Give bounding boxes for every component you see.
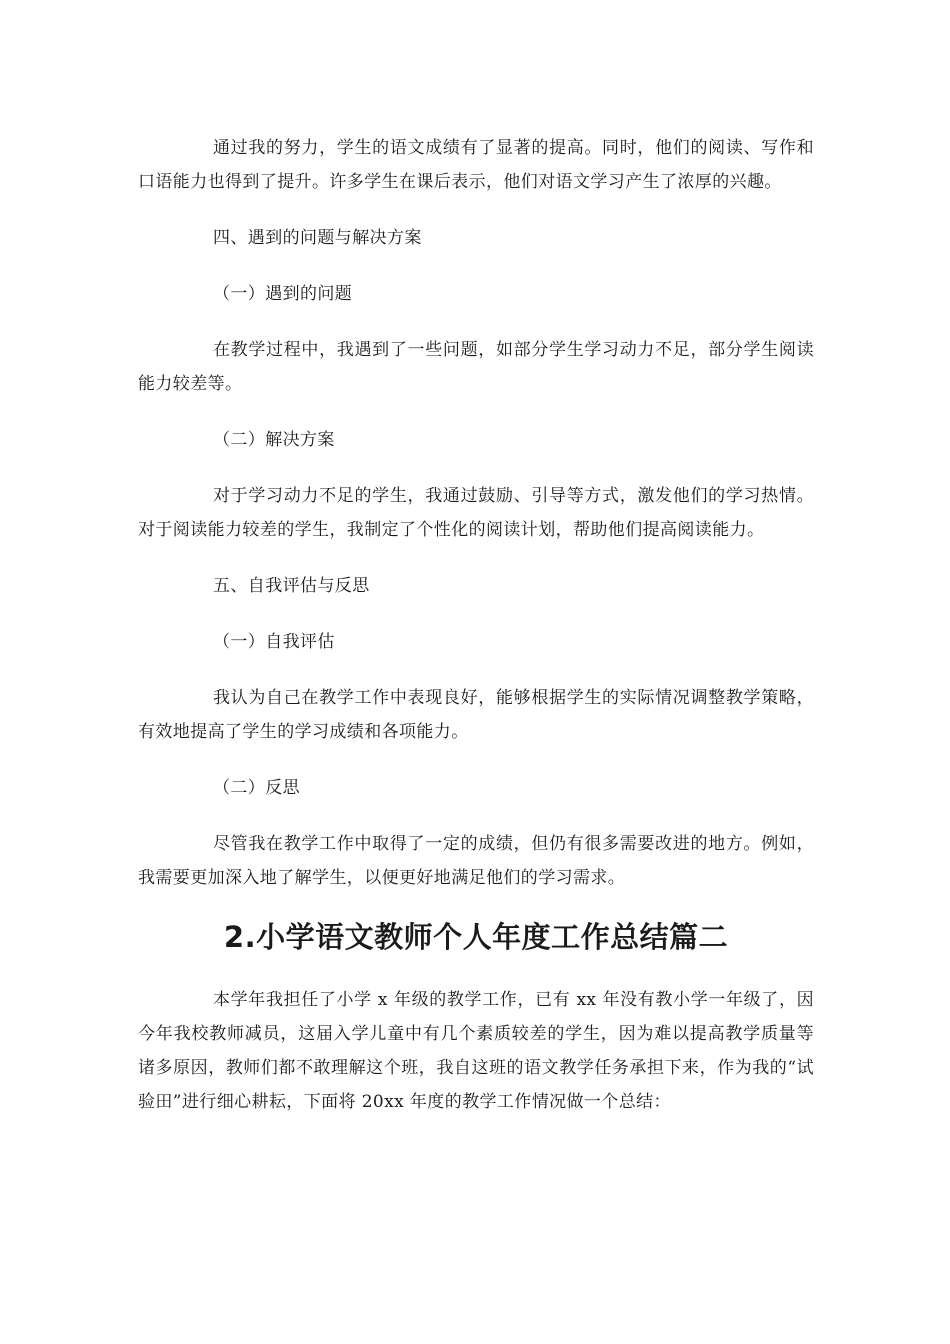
- paragraph-results: 通过我的努力，学生的语文成绩有了显著的提高。同时，他们的阅读、写作和口语能力也得到了提升。许多学生在课后表示，他们对语文学习产生了浓厚的兴趣。: [138, 138, 814, 192]
- heading-problems-solutions: 四、遇到的问题与解决方案: [213, 228, 422, 248]
- paragraph-self-assessment: 我认为自己在教学工作中表现良好，能够根据学生的实际情况调整教学策略，有效地提高了学生的学习成绩和各项能力。: [138, 688, 814, 742]
- subheading-problems: （一）遇到的问题: [213, 284, 353, 304]
- section-title: 2.小学语文教师个人年度工作总结篇二: [223, 920, 729, 954]
- document-body: [138, 131, 814, 1141]
- subheading-self-assessment: （一）自我评估: [213, 632, 335, 652]
- paragraph-reflection: 尽管我在教学工作中取得了一定的成绩，但仍有很多需要改进的地方。例如，我需要更加深入地了解学生，以便更好地满足他们的学习需求。: [138, 834, 814, 888]
- paragraph-problems: 在教学过程中，我遇到了一些问题，如部分学生学习动力不足，部分学生阅读能力较差等。: [138, 340, 814, 394]
- heading-self-evaluation: 五、自我评估与反思: [213, 576, 370, 596]
- subheading-reflection: （二）反思: [213, 778, 300, 798]
- paragraph-solutions: 对于学习动力不足的学生，我通过鼓励、引导等方式，激发他们的学习热情。对于阅读能力较差的学生，我制定了个性化的阅读计划，帮助他们提高阅读能力。: [138, 486, 814, 540]
- subheading-solutions: （二）解决方案: [213, 430, 335, 450]
- paragraph-intro-section2: 本学年我担任了小学 x 年级的教学工作，已有 xx 年没有教小学一年级了，因今年我校教师减员，这届入学儿童中有几个素质较差的学生，因为难以提高教学质量等诸多原因，教师们都不敢理解这个班，我自这班的语文教学任务承担下来，作为我的“试验田”进行细心耕耘，下面将 20xx 年度的教学工作情况做一个总结：: [138, 990, 814, 1112]
